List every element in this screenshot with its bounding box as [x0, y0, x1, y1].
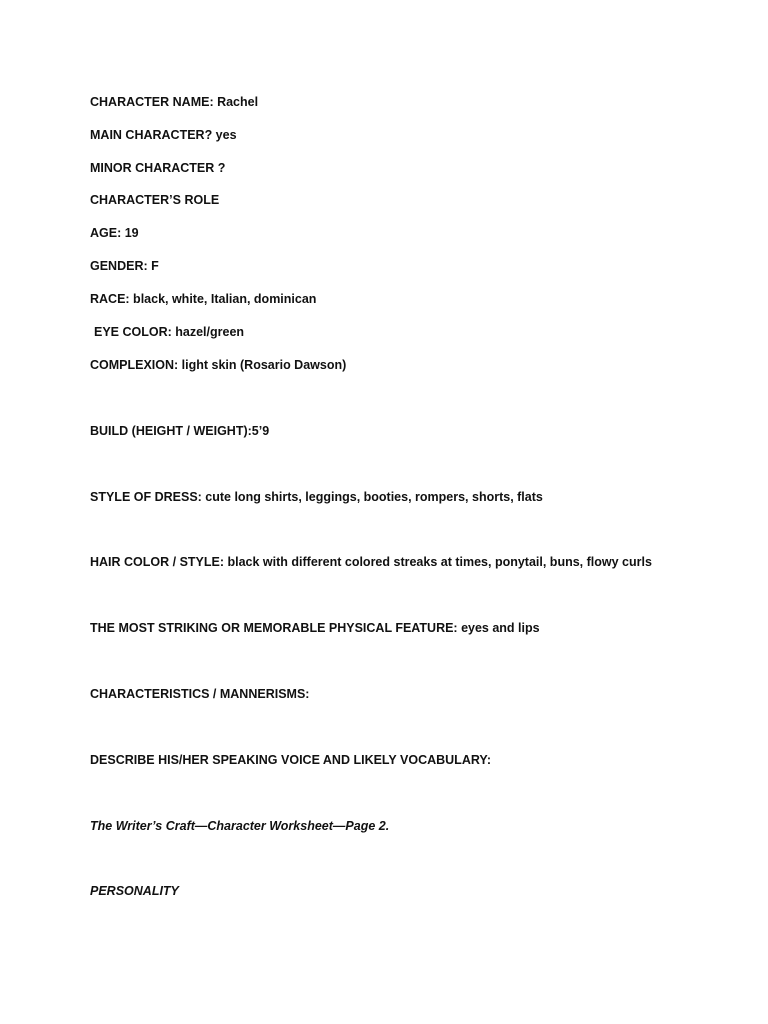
- characteristics-mannerisms-field: CHARACTERISTICS / MANNERISMS:: [90, 687, 310, 701]
- speaking-voice-field: DESCRIBE HIS/HER SPEAKING VOICE AND LIKELY VOCABULARY:: [90, 753, 491, 767]
- main-character-field: MAIN CHARACTER? yes: [90, 128, 237, 142]
- page-footer: The Writer’s Craft—Character Worksheet—Page 2.: [90, 819, 390, 833]
- eye-color-field: EYE COLOR: hazel/green: [94, 325, 245, 339]
- minor-character-field: MINOR CHARACTER ?: [90, 161, 226, 175]
- memorable-feature-field: THE MOST STRIKING OR MEMORABLE PHYSICAL FEATURE: eyes and lips: [90, 621, 540, 635]
- style-of-dress-field: STYLE OF DRESS: cute long shirts, leggings, booties, rompers, shorts, flats: [90, 490, 543, 504]
- gender-field: GENDER: F: [90, 259, 159, 273]
- character-role-field: CHARACTER’S ROLE: [90, 193, 220, 207]
- character-name-field: CHARACTER NAME: Rachel: [90, 95, 259, 109]
- personality-heading: PERSONALITY: [90, 884, 179, 898]
- hair-color-style-field: HAIR COLOR / STYLE: black with different colored streaks at times, ponytail, buns, flowy curls: [90, 555, 652, 569]
- age-field: AGE: 19: [90, 226, 139, 240]
- complexion-field: COMPLEXION: light skin (Rosario Dawson): [90, 358, 347, 372]
- race-field: RACE: black, white, Italian, dominican: [90, 292, 317, 306]
- build-field: BUILD (HEIGHT / WEIGHT):5’9: [90, 424, 270, 438]
